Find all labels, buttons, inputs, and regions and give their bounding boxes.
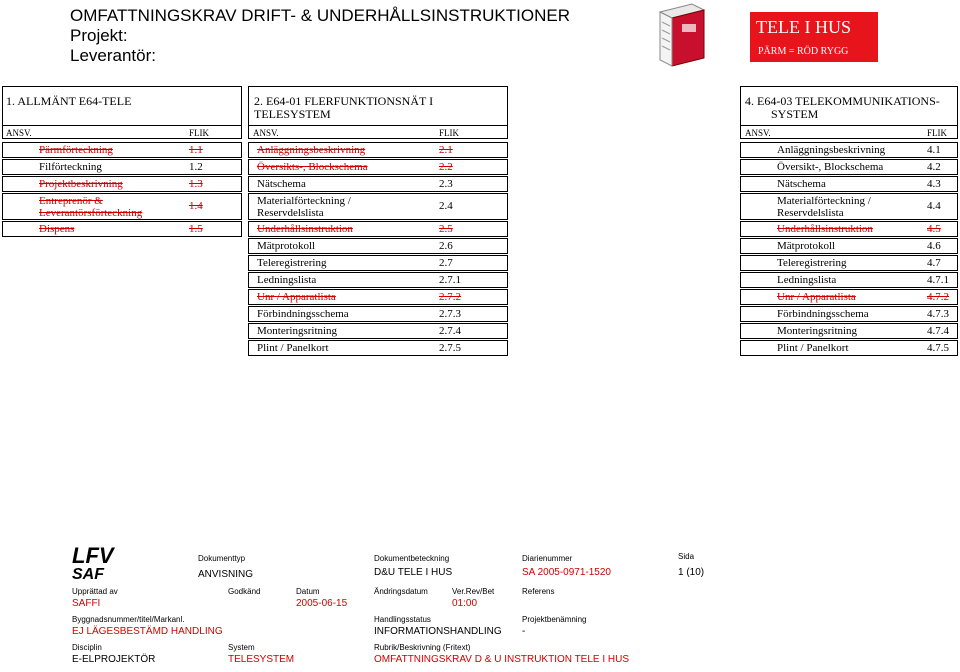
row-label-2: Reservdelslista (777, 207, 844, 219)
section-title-2: SYSTEM (771, 107, 819, 121)
row-label: Översikt-, Blockschema (777, 161, 884, 173)
table-row (248, 142, 508, 158)
table-row (2, 176, 242, 192)
table-row (2, 193, 242, 220)
section-title: 1. ALLMÄNT E64-TELE (6, 94, 132, 108)
row-flik: 4.4 (927, 200, 941, 212)
heading-value: OMFATTNINGSKRAV D & U INSTRUKTION TELE I HUS (374, 654, 630, 665)
docid-value: D&U TELE I HUS (374, 567, 453, 578)
change-date-label: Ändringsdatum (374, 587, 428, 596)
table-row (2, 159, 242, 175)
table-row (248, 221, 508, 237)
row-label: Anläggningsbeskrivning (257, 144, 366, 156)
row-flik: 4.7.2 (927, 291, 949, 303)
flik-header: FLIK (927, 128, 947, 138)
docid-label: Dokumentbeteckning (374, 554, 450, 563)
row-label: Materialförteckning / (777, 195, 871, 207)
table-row (248, 323, 508, 339)
row-flik: 4.7.5 (927, 342, 949, 354)
table-row (248, 272, 508, 288)
ansv-header: ANSV. (745, 128, 771, 138)
version-label: Ver.Rev/Bet (452, 587, 495, 596)
row-label: Ledningslista (777, 274, 837, 286)
table-row (740, 272, 958, 288)
row-flik: 1.4 (189, 200, 203, 212)
table-row (2, 142, 242, 158)
table-row (248, 255, 508, 271)
version-value: 01:00 (452, 598, 478, 609)
row-label: Projektbeskrivning (39, 178, 123, 190)
saf-logo: SAF (72, 566, 104, 583)
row-flik: 4.7 (927, 257, 941, 269)
lfv-logo: LFV (72, 543, 114, 568)
row-label: Anläggningsbeskrivning (777, 144, 886, 156)
row-flik: 2.3 (439, 178, 453, 190)
row-flik: 2.5 (439, 223, 453, 235)
date-label: Datum (296, 587, 320, 596)
approved-label: Godkänd (228, 587, 261, 596)
row-flik: 2.7 (439, 257, 453, 269)
diary-value: SA 2005-0971-1520 (522, 567, 611, 578)
table-row (740, 176, 958, 192)
table-row (248, 176, 508, 192)
flik-header: FLIK (189, 128, 209, 138)
row-label: Dispens (39, 223, 75, 235)
row-label: Underhållsinstruktion (257, 223, 353, 235)
badge-subtitle: PÄRM = RÖD RYGG (758, 46, 849, 57)
table-row (248, 193, 508, 220)
ansv-header: ANSV. (253, 128, 279, 138)
building-label: Byggnadsnummer/titel/Markanl. (72, 615, 185, 624)
row-label: Entreprenör & (39, 195, 103, 207)
doctype-label: Dokumenttyp (198, 554, 246, 563)
page-label: Sida (678, 552, 695, 561)
document-title: OMFATTNINGSKRAV DRIFT- & UNDERHÅLLSINSTRUKTIONER (70, 6, 570, 25)
row-label-2: Leverantörsförteckning (39, 207, 143, 219)
discipline-value: E-ELPROJEKTÖR (72, 654, 156, 665)
row-label: Underhållsinstruktion (777, 223, 873, 235)
status-label: Handlingsstatus (374, 615, 431, 624)
row-label: Plint / Panelkort (777, 342, 849, 354)
binder-icon (652, 2, 712, 68)
row-flik: 4.7.1 (927, 274, 949, 286)
table-row (248, 238, 508, 254)
row-label: Nätschema (777, 178, 826, 190)
row-flik: 2.1 (439, 144, 453, 156)
section-title: 4. E64-03 TELEKOMMUNIKATIONS- (745, 94, 940, 108)
page-value: 1 (10) (678, 567, 705, 578)
table-row (740, 193, 958, 220)
author-value: SAFFI (72, 598, 101, 609)
section-title-2: TELESYSTEM (254, 107, 331, 121)
column-header-row (248, 125, 508, 139)
table-row (248, 340, 508, 356)
date-value: 2005-06-15 (296, 598, 348, 609)
supplier-label: Leverantör: (70, 46, 156, 65)
section-title: 2. E64-01 FLERFUNKTIONSNÄT I (254, 94, 434, 108)
row-flik: 1.3 (189, 178, 203, 190)
row-flik: 1.2 (189, 161, 203, 173)
row-flik: 2.7.3 (439, 308, 461, 320)
row-flik: 1.1 (189, 144, 203, 156)
table-row (740, 306, 958, 322)
row-flik: 2.6 (439, 240, 453, 252)
ansv-header: ANSV. (6, 128, 32, 138)
row-label: Förbindningsschema (257, 308, 349, 320)
project-name-label: Projektbenämning (522, 615, 587, 624)
diary-label: Diarienummer (522, 554, 573, 563)
table-row (248, 306, 508, 322)
row-label: Pärmförteckning (39, 144, 113, 156)
system-label: System (228, 643, 255, 652)
table-row (740, 142, 958, 158)
row-flik: 2.4 (439, 200, 453, 212)
column-header-row (740, 125, 958, 139)
row-label: Filförteckning (39, 161, 102, 173)
table-row (248, 159, 508, 175)
project-name-value: - (522, 626, 526, 637)
row-flik: 4.1 (927, 144, 941, 156)
row-flik: 2.7.2 (439, 291, 461, 303)
row-label: Unr / Apparatlista (777, 291, 856, 303)
reference-label: Referens (522, 587, 555, 596)
row-label: Ledningslista (257, 274, 317, 286)
row-label: Teleregistrering (257, 257, 327, 269)
row-label: Översikts-, Blockschema (257, 161, 368, 173)
table-row (740, 238, 958, 254)
row-label: Plint / Panelkort (257, 342, 329, 354)
row-flik: 2.7.4 (439, 325, 461, 337)
column-header-row (2, 125, 242, 139)
row-flik: 4.7.4 (927, 325, 949, 337)
row-flik: 2.2 (439, 161, 453, 173)
section-flerfunktionsnat (248, 86, 508, 126)
discipline-label: Disciplin (72, 643, 102, 652)
status-value: INFORMATIONSHANDLING (374, 626, 502, 637)
table-row (740, 289, 958, 305)
flik-header: FLIK (439, 128, 459, 138)
badge-title: TELE I HUS (756, 17, 851, 37)
heading-label: Rubrik/Beskrivning (Fritext) (374, 643, 471, 652)
row-label: Materialförteckning / (257, 195, 351, 207)
row-flik: 2.7.1 (439, 274, 461, 286)
table-row (740, 323, 958, 339)
row-flik: 1.5 (189, 223, 203, 235)
row-label: Nätschema (257, 178, 306, 190)
doctype-value: ANVISNING (198, 569, 254, 580)
row-flik: 4.2 (927, 161, 941, 173)
row-flik: 4.6 (927, 240, 941, 252)
row-label: Monteringsritning (777, 325, 858, 337)
row-flik: 4.3 (927, 178, 941, 190)
table-row (740, 255, 958, 271)
building-value: EJ LÄGESBESTÄMD HANDLING (72, 626, 223, 637)
table-row (740, 340, 958, 356)
table-row (740, 221, 958, 237)
binder-color-badge (750, 12, 878, 62)
row-label: Unr / Apparatlista (257, 291, 336, 303)
section-telekommunikation (740, 86, 958, 126)
section-allmant (2, 86, 242, 126)
row-label: Mätprotokoll (257, 240, 316, 252)
project-label: Projekt: (70, 26, 128, 45)
row-flik: 4.5 (927, 223, 941, 235)
system-value: TELESYSTEM (228, 654, 295, 665)
row-label-2: Reservdelslista (257, 207, 324, 219)
row-label: Monteringsritning (257, 325, 338, 337)
row-label: Teleregistrering (777, 257, 847, 269)
row-label: Mätprotokoll (777, 240, 836, 252)
row-label: Förbindningsschema (777, 308, 869, 320)
table-row (248, 289, 508, 305)
author-label: Upprättad av (72, 587, 118, 596)
row-flik: 2.7.5 (439, 342, 461, 354)
table-row (740, 159, 958, 175)
table-row (2, 221, 242, 237)
row-flik: 4.7.3 (927, 308, 949, 320)
